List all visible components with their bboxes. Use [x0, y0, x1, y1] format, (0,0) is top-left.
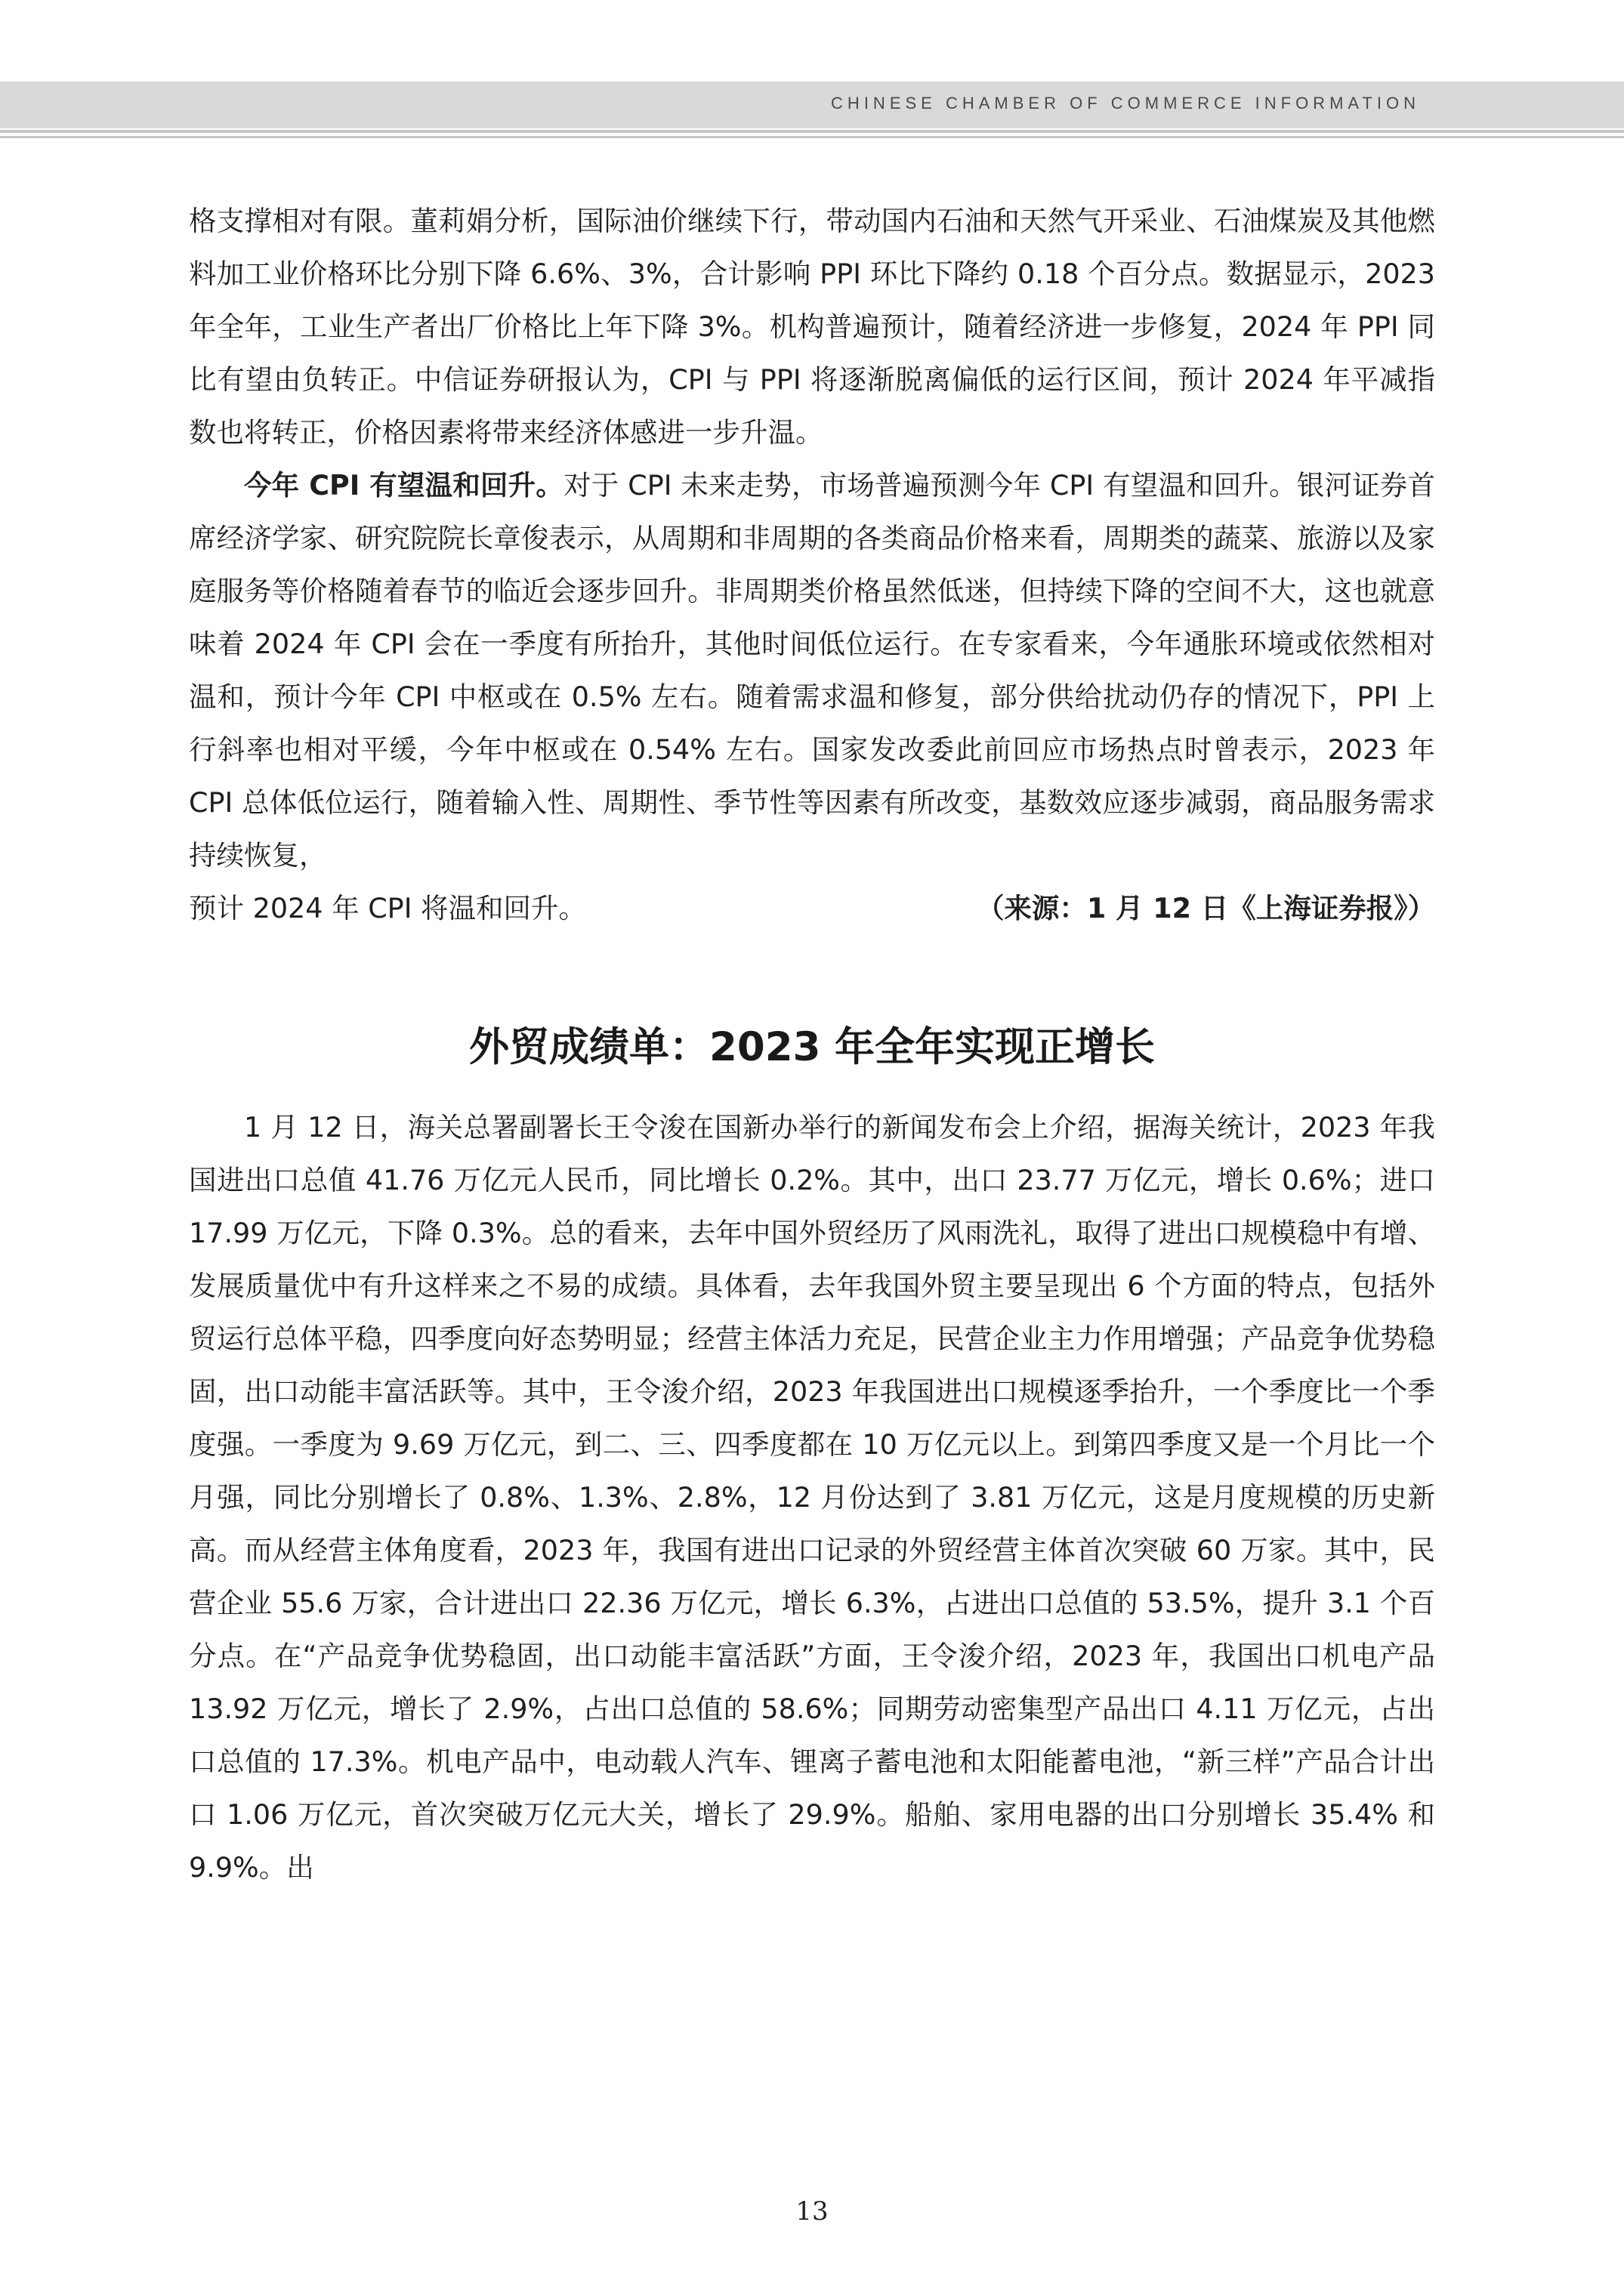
paragraph-body: 对于 CPI 未来走势，市场普遍预测今年 CPI 有望温和回升。银河证券首席经济学家、研究院院长章俊表示，从周期和非周期的各类商品价格来看，周期类的蔬菜、旅游以及家庭服务等价格随着春节的临近会逐步回升。非周期类价格虽然低迷，但持续下降的空间不大，这也就意味着 2024 年 CPI 会在一季度有所抬升，其他时间低位运行。在专家看来，今年通胀环境或依然相对温和，预计今年 CPI 中枢或在 0.5% 左右。随着需求温和修复，部分供给扰动仍存的情况下，PPI 上行斜率也相对平缓，今年中枢或在 0.54% 左右。国家发改委此前回应市场热点时曾表示，2023 年 CPI 总体低位运行，随着输入性、周期性、季节性等因素有所改变，基数效应逐步减弱，商品服务需求持续恢复， — [189, 469, 1435, 872]
article1-paragraph-1: 格支撑相对有限。董莉娟分析，国际油价继续下行，带动国内石油和天然气开采业、石油煤炭及其他燃料加工业价格环比分别下降 6.6%、3%，合计影响 PPI 环比下降约 0.18 个百分点。数据显示，2023 年全年，工业生产者出厂价格比上年下降 3%。机构普遍预计，随着经济进一步修复，2024 年 PPI 同比有望由负转正。中信证券研报认为，CPI 与 PPI 将逐渐脱离偏低的运行区间，预计 2024 年平减指数也将转正，价格因素将带来经济体感进一步升温。 — [189, 205, 1435, 449]
article1-closing-line — [189, 882, 1435, 935]
header-divider-secondary — [0, 136, 1624, 138]
running-header: CHINESE CHAMBER OF COMMERCE INFORMATION — [831, 94, 1420, 113]
article1-paragraph-2 — [189, 459, 1435, 882]
source-citation: （来源：1 月 12 日《上海证券报》） — [976, 892, 1435, 924]
paragraph-lead-heading: 今年 CPI 有望温和回升。 — [244, 469, 564, 501]
header-divider — [0, 130, 1624, 133]
article2-paragraph-1: 1 月 12 日，海关总署副署长王令浚在国新办举行的新闻发布会上介绍，据海关统计，2023 年我国进出口总值 41.76 万亿元人民币，同比增长 0.2%。其中，出口 23.77 万亿元，增长 0.6%；进口 17.99 万亿元，下降 0.3%。总的看来，去年中国外贸经历了风雨洗礼，取得了进出口规模稳中有增、发展质量优中有升这样来之不易的成绩。具体看，去年我国外贸主要呈现出 6 个方面的特点，包括外贸运行总体平稳，四季度向好态势明显；经营主体活力充足，民营企业主力作用增强；产品竞争优势稳固，出口动能丰富活跃等。其中，王令浚介绍，2023 年我国进出口规模逐季抬升，一个季度比一个季度强。一季度为 9.69 万亿元，到二、三、四季度都在 10 万亿元以上。到第四季度又是一个月比一个月强，同比分别增长了 0.8%、1.3%、2.8%，12 月份达到了 3.81 万亿元，这是月度规模的历史新高。而从经营主体角度看，2023 年，我国有进出口记录的外贸经营主体首次突破 60 万家。其中，民营企业 55.6 万家，合计进出口 22.36 万亿元，增长 6.3%，占进出口总值的 53.5%，提升 3.1 个百分点。在“产品竞争优势稳固，出口动能丰富活跃”方面，王令浚介绍，2023 年，我国出口机电产品 13.92 万亿元，增长了 2.9%，占出口总值的 58.6%；同期劳动密集型产品出口 4.11 万亿元，占出口总值的 17.3%。机电产品中，电动载人汽车、锂离子蓄电池和太阳能蓄电池，“新三样”产品合计出口 1.06 万亿元，首次突破万亿元大关，增长了 29.9%。船舶、家用电器的出口分别增长 35.4% 和 9.9%。出 — [189, 1111, 1435, 1884]
paragraph-last-line: 预计 2024 年 CPI 将温和回升。 — [189, 892, 587, 924]
article-title: 外贸成绩单：2023 年全年实现正增长 — [469, 1024, 1155, 1070]
page-number: 13 — [795, 2196, 829, 2227]
page-content — [189, 195, 1435, 1894]
